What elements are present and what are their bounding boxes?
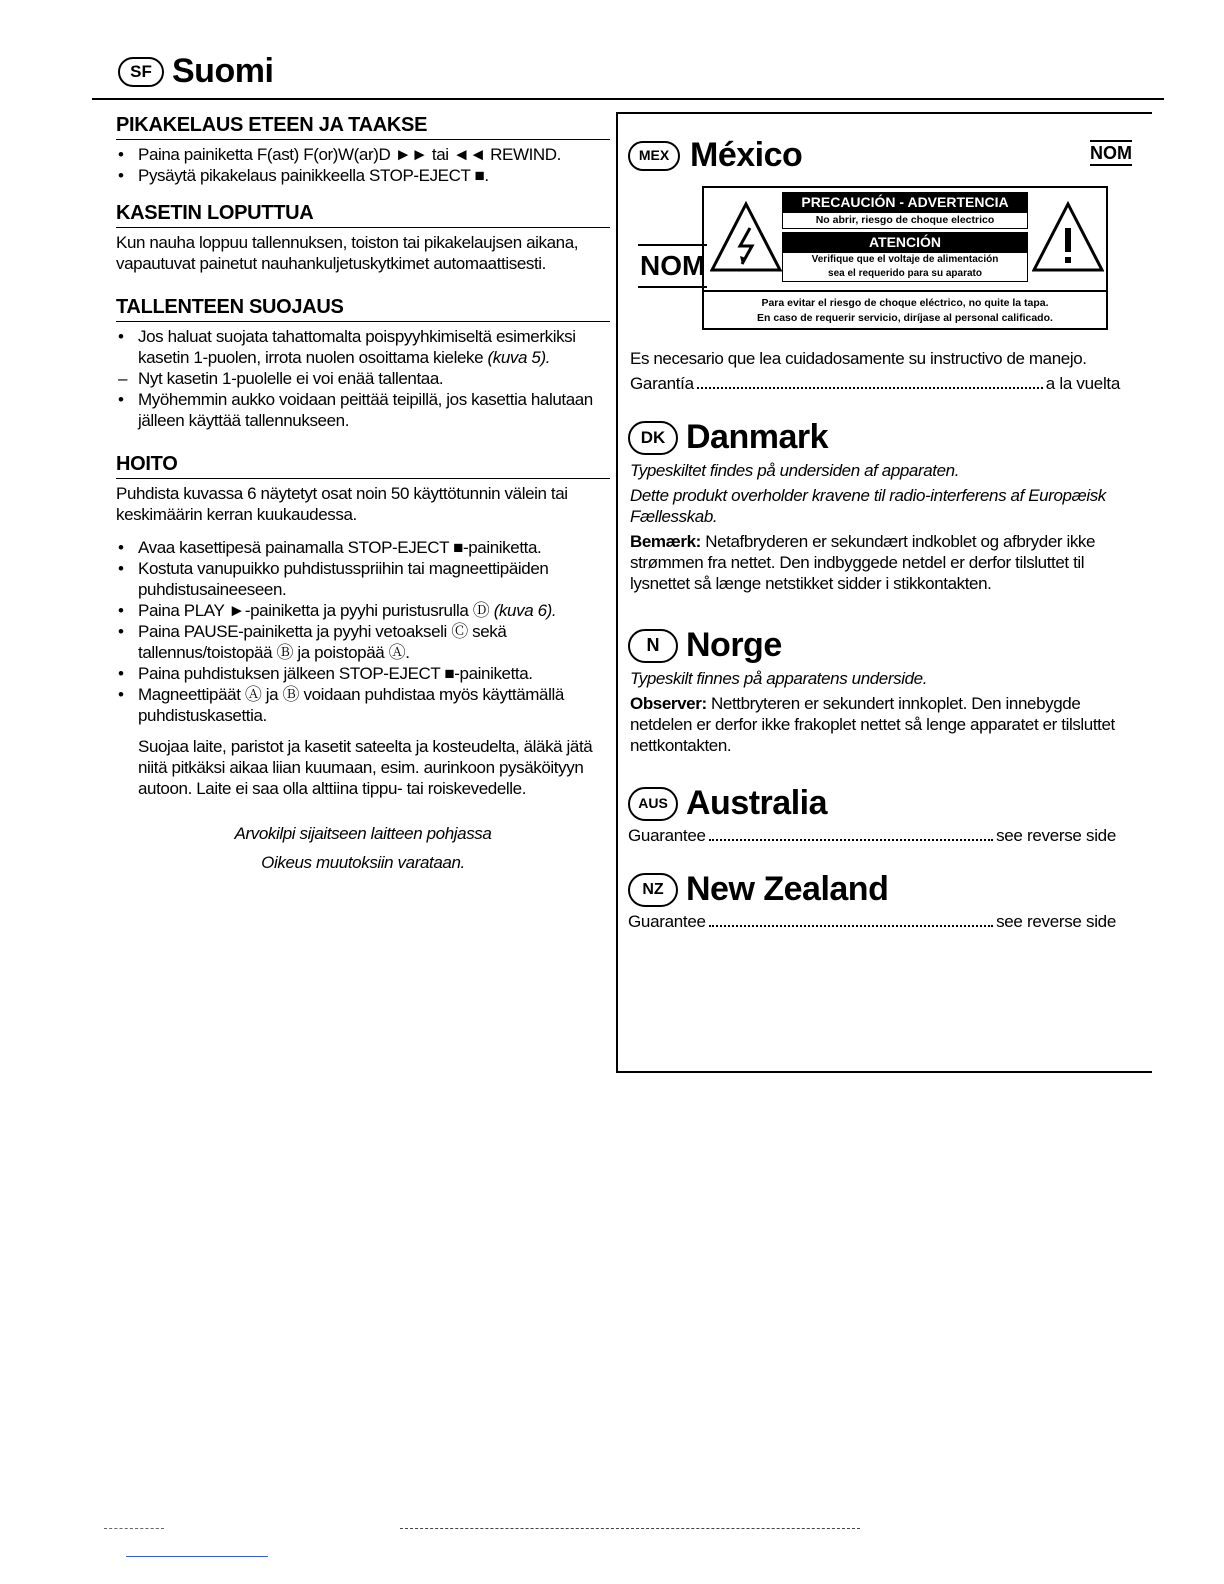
language-badge-aus: AUS bbox=[628, 787, 678, 821]
warning-title: PRECAUCIÓN - ADVERTENCIA bbox=[782, 192, 1028, 212]
list-item: • Pysäytä pikakelaus painikkeella STOP-EJECT ■. bbox=[118, 166, 489, 185]
warning-line-1: No abrir, riesgo de choque electrico bbox=[782, 212, 1028, 229]
section-heading-protection: TALLENTEEN SUOJAUS bbox=[116, 296, 610, 322]
language-badge-nz: NZ bbox=[628, 873, 678, 907]
australia-guarantee: Guarantee see reverse side bbox=[628, 826, 1116, 845]
language-badge-dk: DK bbox=[628, 421, 678, 455]
nz-guarantee: Guarantee see reverse side bbox=[628, 912, 1116, 931]
list-item: • Paina PLAY ►-painiketta ja pyyhi puristusrulla Ⓓ (kuva 6). bbox=[118, 601, 557, 620]
mexico-guarantee: Garantía a la vuelta bbox=[630, 374, 1120, 393]
rewind-list bbox=[116, 144, 610, 186]
tape-end-text: Kun nauha loppuu tallennuksen, toiston tai pikakelaujsen aikana, vapautuvat painetut nauhankuljetuskytkimet automaattisesti. bbox=[116, 233, 579, 273]
attention-title: ATENCIÓN bbox=[782, 232, 1028, 252]
norge-heading bbox=[628, 626, 782, 665]
list-item: • Kostuta vanupuikko puhdistusspriihin tai magneettipäiden puhdistusaineeseen. bbox=[118, 559, 549, 599]
rating-plate-note: Arvokilpi sijaitseen laitteen pohjassa bbox=[234, 824, 492, 843]
mexico-title: México bbox=[690, 136, 803, 174]
protection-list bbox=[116, 326, 610, 431]
scan-artifact-line bbox=[400, 1528, 860, 1529]
exclamation-warning-icon bbox=[1032, 200, 1104, 274]
norge-typeplate: Typeskilt finnes på apparatens underside. bbox=[630, 669, 928, 688]
norge-title: Norge bbox=[686, 626, 782, 664]
care-intro: Puhdista kuvassa 6 näytetyt osat noin 50 käyttötunnin välein tai keskimäärin kerran kuukaudessa. bbox=[116, 484, 568, 524]
list-item: • Paina painiketta F(ast) F(or)W(ar)D ►► tai ◄◄ REWIND. bbox=[118, 145, 562, 164]
danmark-note: Bemærk: Netafbryderen er sekundært indkoblet og afbryder ikke strømmen fra nettet. Den indbyggede netdel er derfor tilsluttet til lysnettet så længe netstikket sidder i stikkontakten. bbox=[630, 532, 1096, 593]
lightning-warning-icon bbox=[710, 200, 782, 274]
care-note: Suojaa laite, paristot ja kasetit sateelta ja kosteudelta, äläkä jätä niitä pitkäksi aikaa liian kuumaan, esim. aurinkoon pysäköityyn autoon. Laite ei saa olla alttiina tippu- tai roiskevedelle. bbox=[138, 737, 593, 798]
list-item: • Myöhemmin aukko voidaan peittää teipillä, jos kasettia halutaan jälleen käyttää tallennukseen. bbox=[118, 390, 593, 430]
danmark-title: Danmark bbox=[686, 418, 829, 456]
warning-box bbox=[702, 186, 1108, 330]
list-item: • Paina PAUSE-painiketta ja pyyhi vetoakseli Ⓒ sekä tallennus/toistopää Ⓑ ja poistopää Ⓐ. bbox=[118, 622, 507, 662]
mexico-heading bbox=[628, 136, 802, 175]
nom-mark-top: NOM bbox=[1090, 140, 1132, 166]
list-item: – Nyt kasetin 1-puolelle ei voi enää tallentaa. bbox=[118, 369, 444, 388]
danmark-interference: Dette produkt overholder kravene til radio-interferens af Europæisk Fællesskab. bbox=[630, 486, 1106, 526]
danmark-typeplate: Typeskiltet findes på undersiden af apparaten. bbox=[630, 461, 960, 480]
list-item: • Avaa kasettipesä painamalla STOP-EJECT ■-painiketta. bbox=[118, 538, 542, 557]
rights-reserved-note: Oikeus muutoksiin varataan. bbox=[261, 853, 465, 872]
mexico-text: Es necesario que lea cuidadosamente su instructivo de manejo. bbox=[630, 349, 1087, 368]
page-title: Suomi bbox=[172, 52, 274, 90]
norge-note: Observer: Nettbryteren er sekundert innkoplet. Den innebygde netdelen er derfor ikke frakoplet nettet så lenge apparatet er tilsluttet nettkontakten. bbox=[630, 694, 1115, 755]
section-heading-rewind: PIKAKELAUS ETEEN JA TAAKSE bbox=[116, 114, 610, 140]
section-heading-tape-end: KASETIN LOPUTTUA bbox=[116, 202, 610, 228]
australia-heading bbox=[628, 784, 827, 823]
section-heading-care: HOITO bbox=[116, 453, 610, 479]
danmark-heading bbox=[628, 418, 828, 457]
warning-line-2: Verifique que el voltaje de alimentación sea el requerido para su aparato bbox=[782, 252, 1028, 282]
scan-artifact-line bbox=[104, 1528, 164, 1529]
scan-artifact-line bbox=[126, 1556, 268, 1557]
language-badge-n: N bbox=[628, 629, 678, 663]
list-item: • Paina puhdistuksen jälkeen STOP-EJECT ■-painiketta. bbox=[118, 664, 533, 683]
danmark-body bbox=[630, 460, 1124, 594]
nom-mark-left: NOM bbox=[638, 244, 707, 288]
language-badge-sf: SF bbox=[118, 57, 164, 87]
norge-body bbox=[630, 668, 1124, 756]
page-header bbox=[118, 52, 273, 91]
language-badge-mex: MEX bbox=[628, 141, 680, 171]
australia-title: Australia bbox=[686, 784, 827, 822]
warning-footer: Para evitar el riesgo de choque eléctrico, no quite la tapa. En caso de requerir servicio, diríjase al personal calificado. bbox=[704, 290, 1106, 326]
list-item: • Jos haluat suojata tahattomalta poispyyhkimiseltä esimerkiksi kasetin 1-puolen, irrota nuolen osoittama kieleke (kuva 5). bbox=[118, 327, 576, 367]
list-item: • Magneettipäät Ⓐ ja Ⓑ voidaan puhdistaa myös käyttämällä puhdistuskasettia. bbox=[118, 685, 564, 725]
care-list bbox=[116, 537, 610, 726]
nz-heading bbox=[628, 870, 888, 909]
left-column bbox=[116, 114, 610, 873]
nz-title: New Zealand bbox=[686, 870, 889, 908]
header-rule bbox=[92, 98, 1164, 100]
